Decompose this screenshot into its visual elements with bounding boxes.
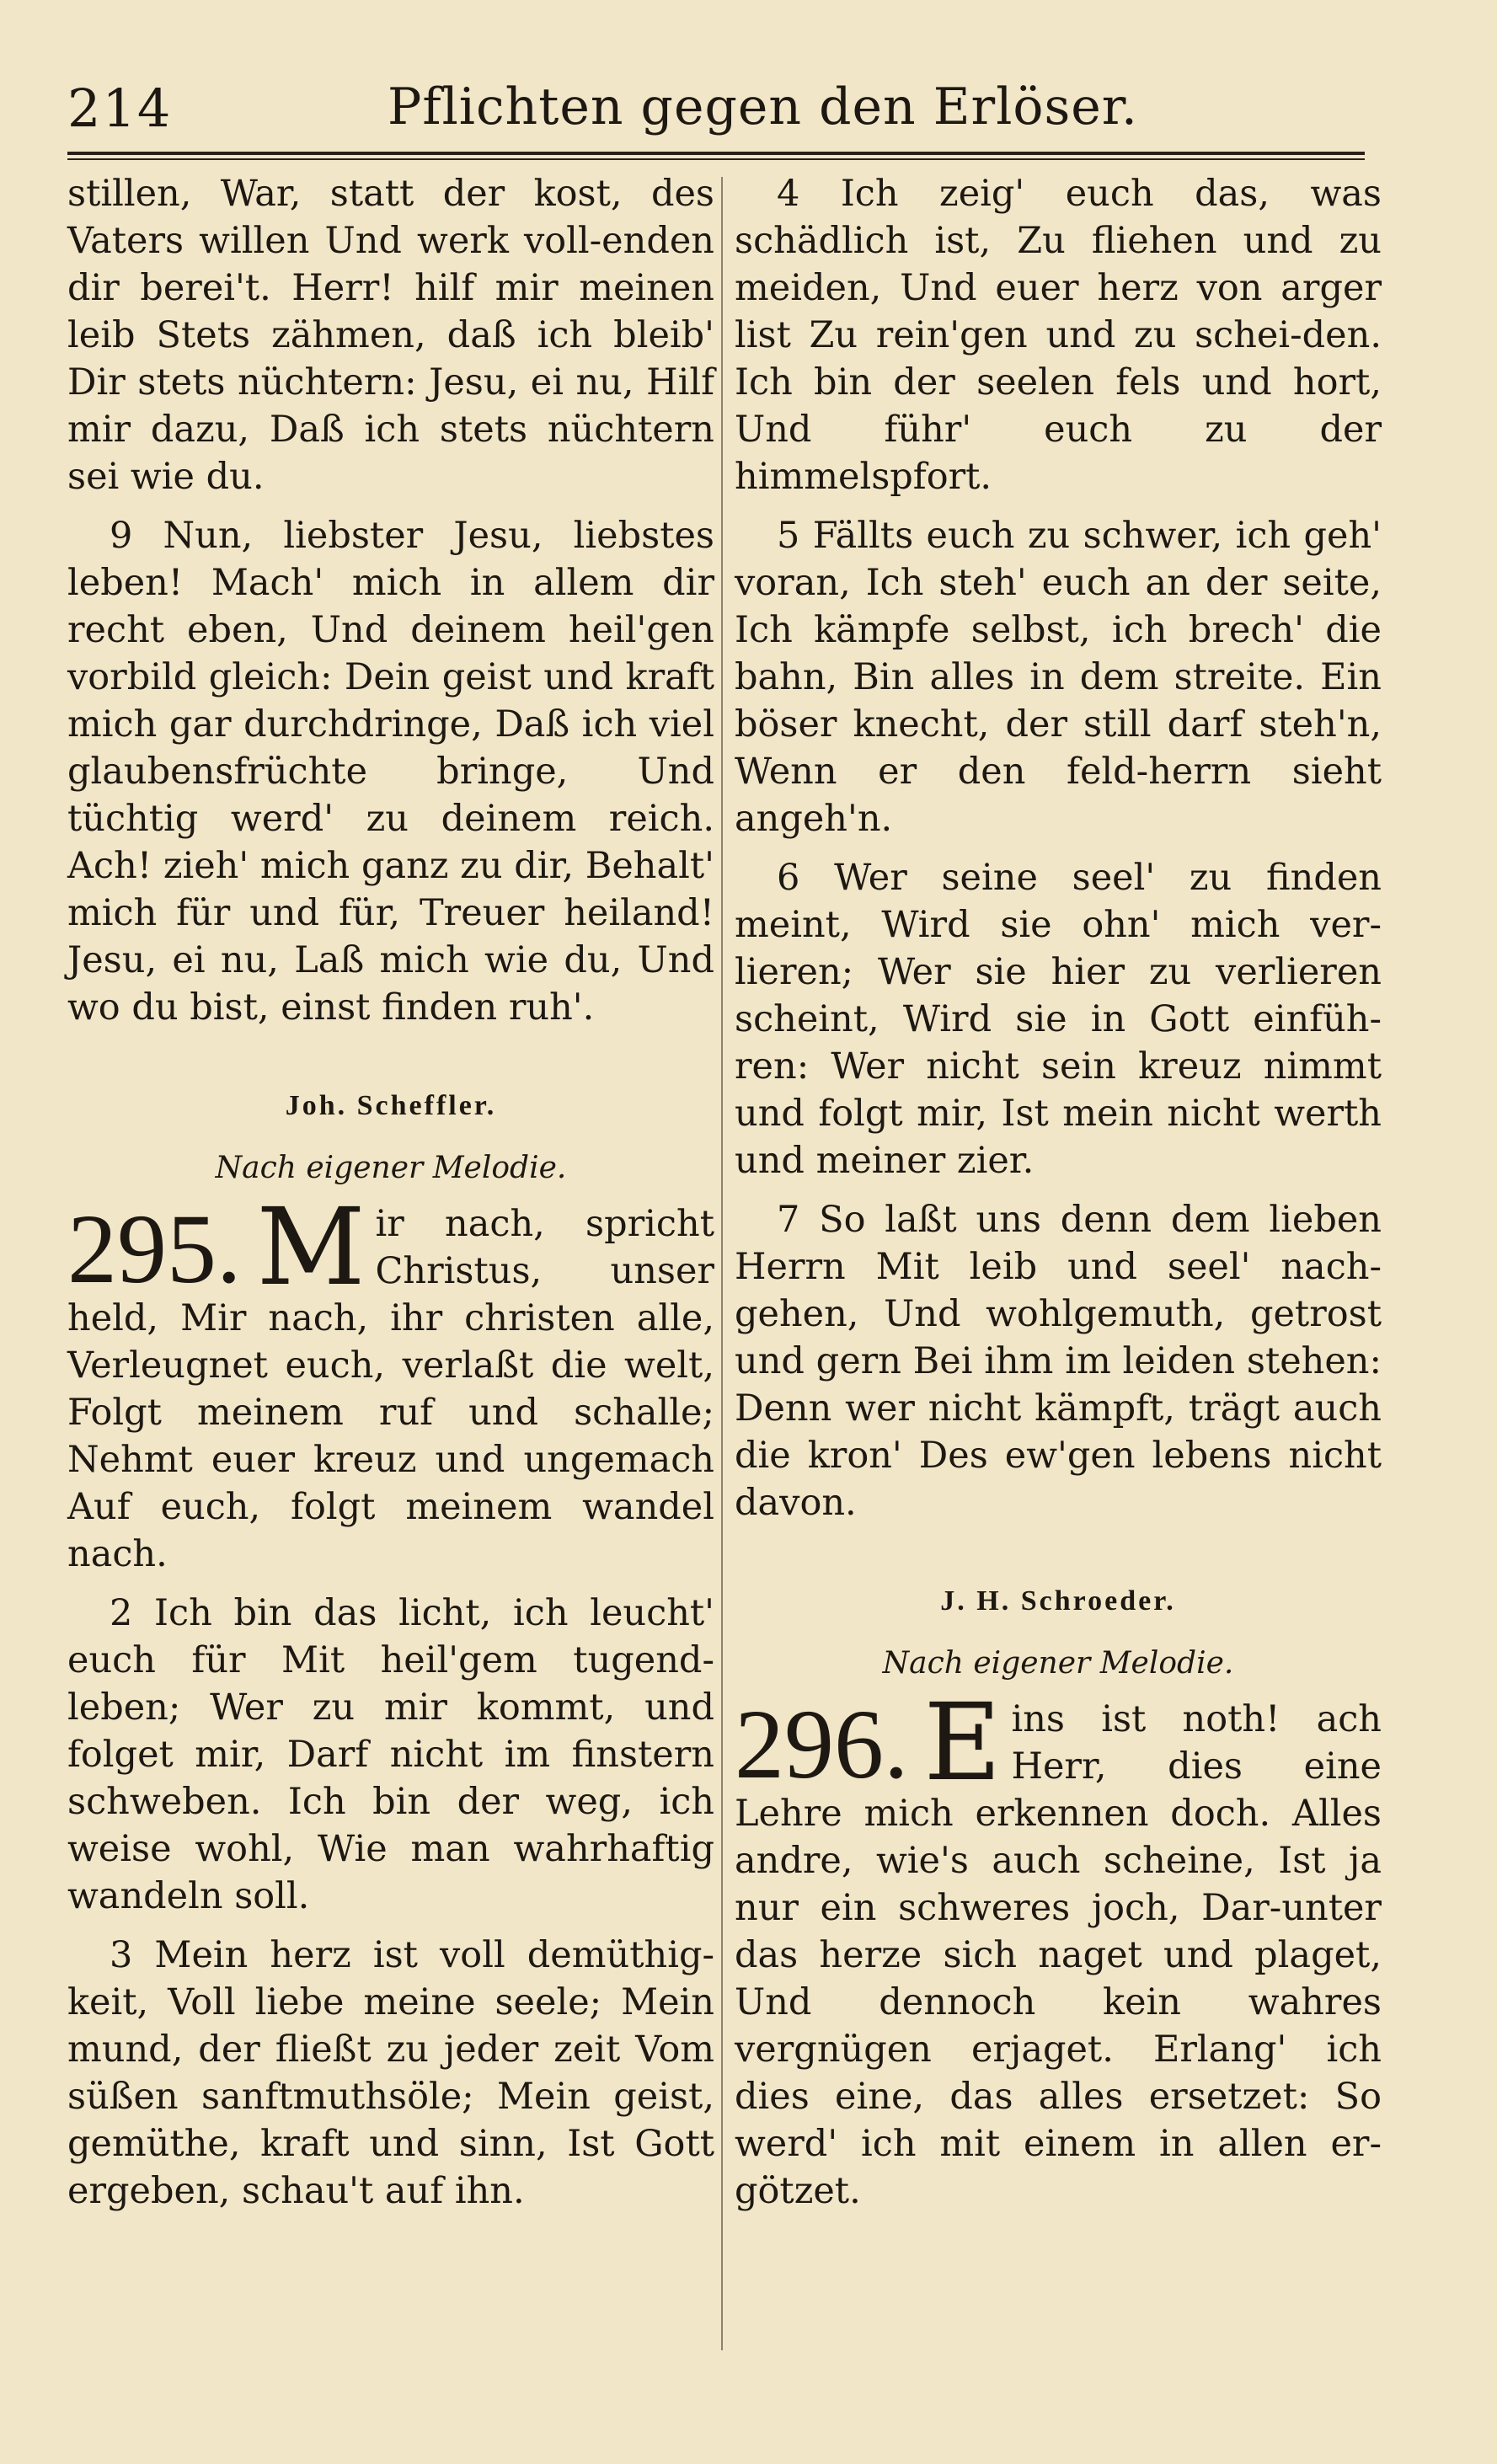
hymn-295-stanza-2: 2 Ich bin das licht, ich leucht' euch für Mit heil'gem tugend-leben; Wer zu mir kommt, und folget mir, Darf nicht im finstern schweben. Ich bin der weg, ich weise wohl, Wie man wahrhaftig wandeln soll. bbox=[67, 1592, 714, 1917]
left-column bbox=[67, 170, 714, 2226]
hymn-296-author: J. H. Schroeder. bbox=[940, 1585, 1176, 1617]
hymn-295-stanza-5: 5 Fällts euch zu schwer, ich geh' voran, Ich steh' euch an der seite, Ich kämpfe selbst, ich brech' die bahn, Bin alles in dem streite. Ein böser knecht, der still darf steh'n, Wenn er den feld-herrn sieht angeh'n. bbox=[735, 515, 1382, 840]
column-divider bbox=[721, 177, 723, 2350]
hymn-295-author: Joh. Scheffler. bbox=[285, 1090, 497, 1121]
hymn-295-stanza-6: 6 Wer seine seel' zu finden meint, Wird sie ohn' mich ver-lieren; Wer sie hier zu verlieren scheint, Wird sie in Gott einfüh-ren: Wer nicht sein kreuz nimmt und folgt mir, Ist mein nicht werth und meiner zier. bbox=[735, 857, 1382, 1182]
header-rule-thick bbox=[67, 152, 1365, 155]
header-rule-thin bbox=[67, 158, 1365, 160]
right-column bbox=[735, 170, 1382, 2226]
hymn-295-stanza-4: 4 Ich zeig' euch das, was schädlich ist, Zu fliehen und zu meiden, Und euer herz von arger list Zu rein'gen und zu schei-den. Ich bin der seelen fels und hort, Und führ' euch zu der himmelspfort. bbox=[735, 173, 1382, 498]
hymn-295-stanza-7: 7 So laßt uns denn dem lieben Herrn Mit leib und seel' nach-gehen, Und wohlgemuth, getrost und gern Bei ihm im leiden stehen: Denn wer nicht kämpft, trägt auch die kron' Des ew'gen lebens nicht davon. bbox=[735, 1199, 1382, 1524]
continued-stanza: stillen, War, statt der kost, des Vaters willen Und werk voll-enden dir berei't. Herr! hilf mir meinen leib Stets zähmen, daß ich bleib' Dir stets nüchtern: Jesu, ei nu, Hilf mir dazu, Daß ich stets nüchtern sei wie du. bbox=[67, 173, 714, 498]
hymn-295-melody: Nach eigener Melodie. bbox=[215, 1151, 567, 1185]
hymn-295-drop-cap: M bbox=[256, 1185, 366, 1309]
hymn-295-stanza-1 bbox=[67, 1185, 714, 1578]
running-title: Pflichten gegen den Erlöser. bbox=[388, 78, 1138, 136]
hymn-295-number: 295. bbox=[67, 1194, 242, 1304]
page-number: 214 bbox=[67, 78, 173, 139]
page-header bbox=[67, 78, 1371, 145]
hymn-296-drop-cap: E bbox=[923, 1681, 1002, 1804]
hymn-295-stanza-3: 3 Mein herz ist voll demüthig-keit, Voll liebe meine seele; Mein mund, der fließt zu jeder zeit Vom süßen sanftmuthsöle; Mein geist, gemüthe, kraft und sinn, Ist Gott ergeben, schau't auf ihn. bbox=[67, 1934, 714, 2212]
hymn-295-stanza-1-text: ir nach, spricht Christus, unser held, Mir nach, ihr christen alle, Verleugnet euch, verlaßt die welt, Folgt meinem ruf und schalle; Nehmt euer kreuz und ungemach Auf euch, folgt meinem wandel nach. bbox=[67, 1203, 714, 1575]
hymn-296-number: 296. bbox=[735, 1689, 909, 1799]
hymn-296-melody: Nach eigener Melodie. bbox=[882, 1646, 1234, 1681]
hymn-296-stanza-1 bbox=[735, 1681, 1382, 2215]
stanza-9: 9 Nun, liebster Jesu, liebstes leben! Mach' mich in allem dir recht eben, Und deinem heil'gen vorbild gleich: Dein geist und kraft mich gar durchdringe, Daß ich viel glaubensfrüchte bringe, Und tüchtig werd' zu deinem reich. Ach! zieh' mich ganz zu dir, Behalt' mich für und für, Treuer heiland! Jesu, ei nu, Laß mich wie du, Und wo du bist, einst finden ruh'. bbox=[67, 515, 714, 1029]
hymn-296-stanza-1-text: ins ist noth! ach Herr, dies eine Lehre mich erkennen doch. Alles andre, wie's auch scheine, Ist ja nur ein schweres joch, Dar-unter das herze sich naget und plaget, Und dennoch kein wahres vergnügen erjaget. Erlang' ich dies eine, das alles ersetzet: So werd' ich mit einem in allen er-götzet. bbox=[735, 1698, 1382, 2212]
